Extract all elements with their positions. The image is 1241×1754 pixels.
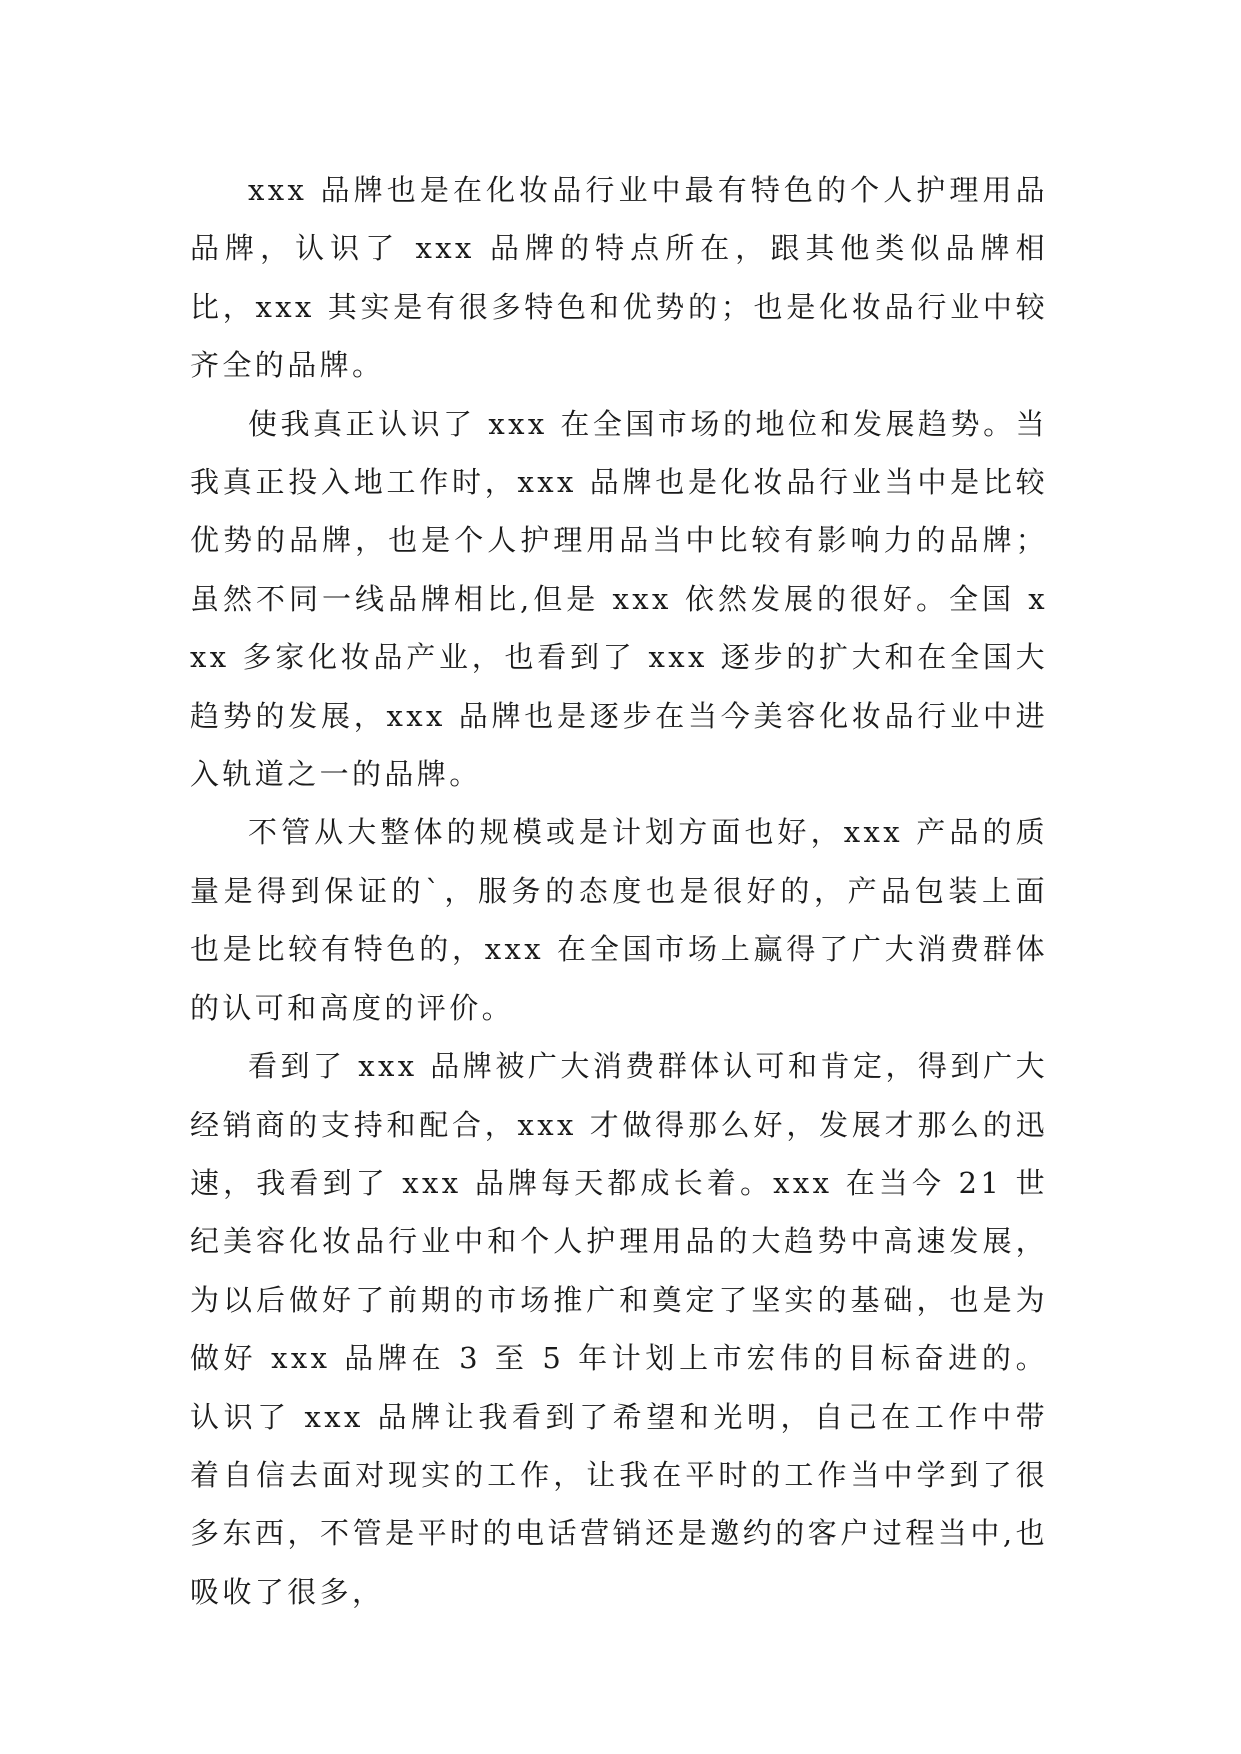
paragraph-3: 不管从大整体的规模或是计划方面也好，xxx 产品的质量是得到保证的`，服务的态度也是很好的，产品包装上面也是比较有特色的，xxx 在全国市场上赢得了广大消费群体的认可和高度的评价。 <box>190 815 1048 1025</box>
document-body <box>190 161 1048 1621</box>
paragraph-4: 看到了 xxx 品牌被广大消费群体认可和肯定，得到广大经销商的支持和配合，xxx 才做得那么好，发展才那么的迅速，我看到了 xxx 品牌每天都成长着。xxx 在当今 21 世纪美容化妆品行业中和个人护理用品的大趋势中高速发展，为以后做好了前期的市场推广和奠定了坚实的基础，也是为做好 xxx 品牌在 3 至 5 年计划上市宏伟的目标奋进的。认识了 xxx 品牌让我看到了希望和光明，自己在工作中带着自信去面对现实的工作，让我在平时的工作当中学到了很多东西，不管是平时的电话营销还是邀约的客户过程当中,也吸收了很多， <box>190 1049 1048 1609</box>
paragraph-1: xxx 品牌也是在化妆品行业中最有特色的个人护理用品品牌，认识了 xxx 品牌的特点所在，跟其他类似品牌相比，xxx 其实是有很多特色和优势的；也是化妆品行业中较齐全的品牌。 <box>190 173 1048 383</box>
paragraph-2: 使我真正认识了 xxx 在全国市场的地位和发展趋势。当我真正投入地工作时，xxx 品牌也是化妆品行业当中是比较优势的品牌，也是个人护理用品当中比较有影响力的品牌；虽然不同一线品牌相比,但是 xxx 依然发展的很好。全国 xxx 多家化妆品产业，也看到了 xxx 逐步的扩大和在全国大趋势的发展，xxx 品牌也是逐步在当今美容化妆品行业中进入轨道之一的品牌。 <box>190 406 1048 792</box>
